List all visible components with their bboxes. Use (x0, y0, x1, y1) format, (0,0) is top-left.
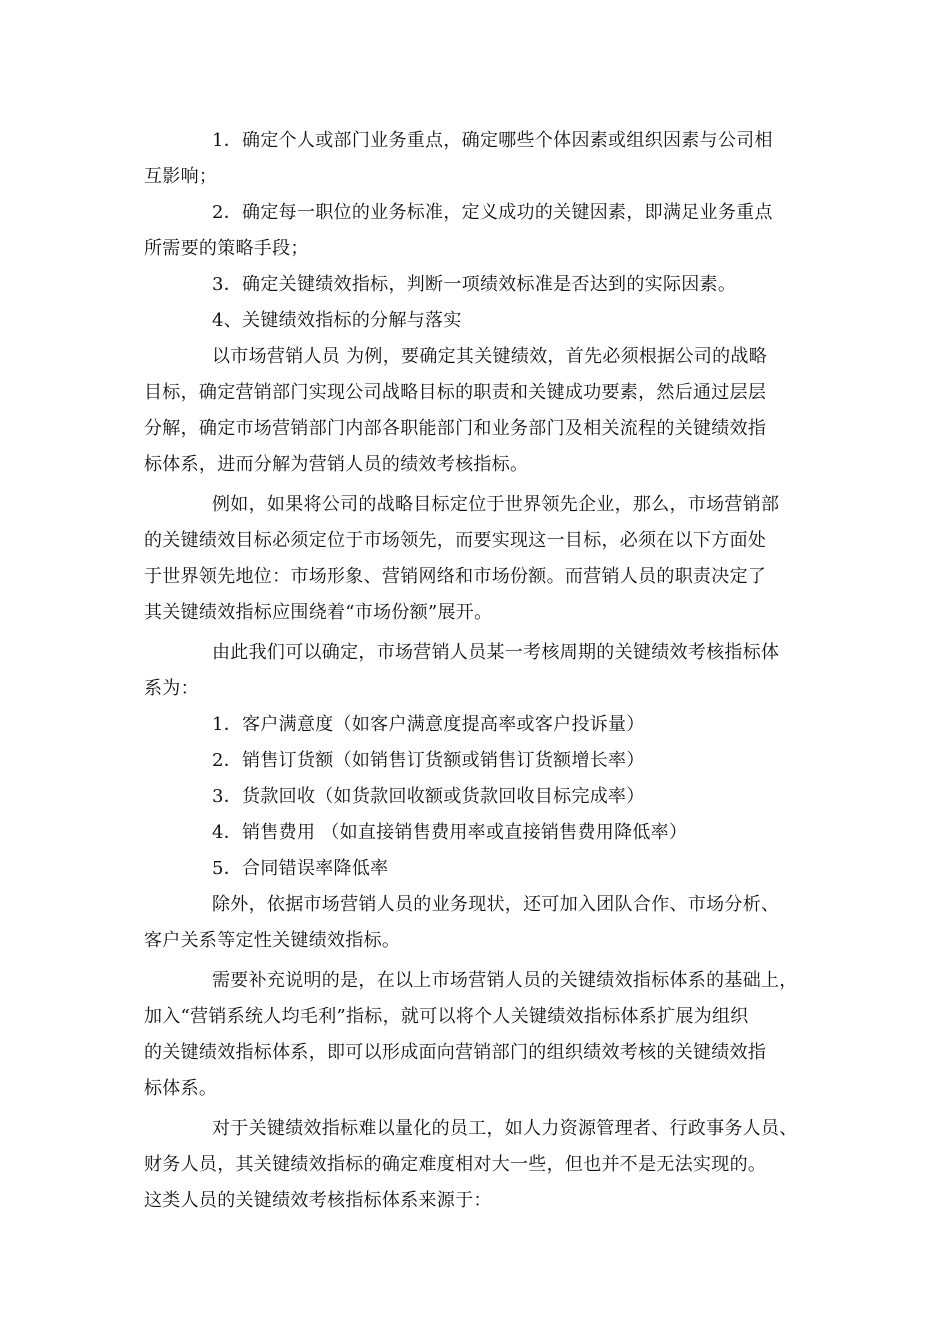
text-line: 其关键绩效指标应围绕着“市场份额”展开。 (144, 602, 493, 623)
text-line: 以市场营销人员 为例，要确定其关键绩效，首先必须根据公司的战略 (212, 346, 768, 367)
text-line: 加入“营销系统人均毛利”指标，就可以将个人关键绩效指标体系扩展为组织 (144, 1006, 749, 1027)
list-item: 4．销售费用 （如直接销售费用率或直接销售费用降低率） (212, 822, 688, 843)
list-item: 2．销售订货额（如销售订货额或销售订货额增长率） (212, 750, 645, 771)
text-line: 系为： (144, 678, 199, 699)
text-line: 需要补充说明的是，在以上市场营销人员的关键绩效指标体系的基础上， (212, 970, 798, 991)
text-line: 所需要的策略手段； (144, 238, 309, 259)
text-line: 2．确定每一职位的业务标准，定义成功的关键因素，即满足业务重点 (212, 202, 773, 223)
list-item: 1．客户满意度（如客户满意度提高率或客户投诉量） (212, 714, 645, 735)
section-heading: 4、关键绩效指标的分解与落实 (212, 310, 462, 331)
text-line: 财务人员，其关键绩效指标的确定难度相对大一些，但也并不是无法实现的。 (144, 1154, 767, 1175)
text-line: 1．确定个人或部门业务重点，确定哪些个体因素或组织因素与公司相 (212, 130, 773, 151)
text-line: 3．确定关键绩效指标，判断一项绩效标准是否达到的实际因素。 (212, 274, 737, 295)
text-line: 客户关系等定性关键绩效指标。 (144, 930, 401, 951)
text-line: 于世界领先地位：市场形象、营销网络和市场份额。而营销人员的职责决定了 (144, 566, 767, 587)
text-line: 标体系。 (144, 1078, 218, 1099)
text-line: 的关键绩效目标必须定位于市场领先，而要实现这一目标，必须在以下方面处 (144, 530, 767, 551)
text-line: 分解，确定市场营销部门内部各职能部门和业务部门及相关流程的关键绩效指 (144, 418, 767, 439)
text-line: 标体系，进而分解为营销人员的绩效考核指标。 (144, 454, 529, 475)
text-line: 由此我们可以确定，市场营销人员某一考核周期的关键绩效考核指标体 (212, 642, 780, 663)
text-line: 对于关键绩效指标难以量化的员工，如人力资源管理者、行政事务人员、 (212, 1118, 798, 1139)
list-item: 5．合同错误率降低率 (212, 858, 389, 879)
list-item: 3．货款回收（如货款回收额或货款回收目标完成率） (212, 786, 645, 807)
text-line: 目标，确定营销部门实现公司战略目标的职责和关键成功要素，然后通过层层 (144, 382, 767, 403)
text-line: 的关键绩效指标体系，即可以形成面向营销部门的组织绩效考核的关键绩效指 (144, 1042, 767, 1063)
text-line: 互影响； (144, 166, 218, 187)
text-line: 除外，依据市场营销人员的业务现状，还可加入团队合作、市场分析、 (212, 894, 780, 915)
text-line: 例如，如果将公司的战略目标定位于世界领先企业，那么，市场营销部 (212, 494, 780, 515)
text-line: 这类人员的关键绩效考核指标体系来源于： (144, 1190, 492, 1211)
